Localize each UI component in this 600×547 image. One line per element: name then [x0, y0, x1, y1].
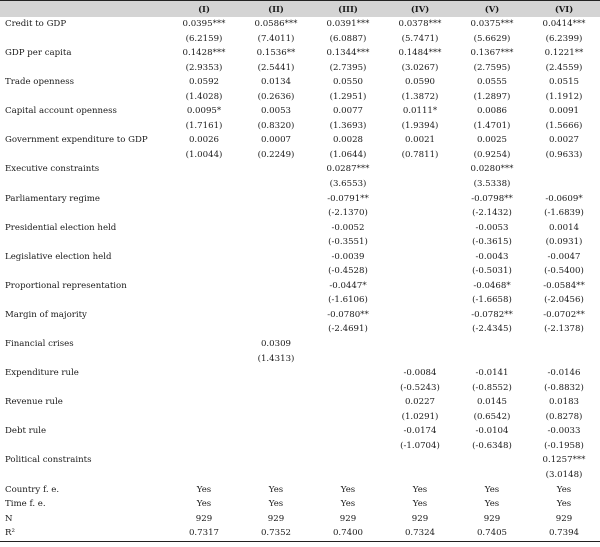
table-cell: (-2.1370) — [328, 208, 368, 219]
table-cell — [240, 250, 312, 265]
table-cell: (3.0148) — [545, 469, 583, 480]
table-cell — [168, 468, 240, 483]
table-cell: 0.0555 — [476, 77, 508, 88]
table-cell — [240, 235, 312, 250]
row-label — [0, 148, 168, 163]
table-cell: -0.0146 — [547, 368, 581, 379]
table-cell: -0.0047 — [547, 251, 581, 262]
table-cell — [168, 337, 240, 352]
table-row — [0, 46, 600, 61]
table-cell: -0.0084 — [403, 368, 437, 379]
table-cell — [384, 221, 456, 236]
row-label — [0, 61, 168, 76]
table-row — [0, 148, 600, 163]
table-cell: -0.0782** — [471, 309, 513, 320]
table-cell — [168, 250, 240, 265]
table-cell: (-2.4691) — [328, 324, 368, 335]
table-cell: 0.0375*** — [470, 19, 514, 29]
table-cell — [168, 453, 240, 468]
table-row — [0, 206, 600, 221]
table-cell: (0.8320) — [257, 120, 295, 131]
table-row — [0, 264, 600, 279]
table-cell — [384, 162, 456, 177]
table-row — [0, 133, 600, 148]
table-cell — [168, 439, 240, 454]
table-cell — [384, 264, 456, 279]
table-cell: 0.1428*** — [182, 48, 226, 59]
table-cell: (2.7395) — [329, 62, 367, 73]
table-row — [0, 279, 600, 294]
table-cell: 0.0586*** — [254, 19, 298, 29]
row-label: Debt rule — [5, 426, 47, 437]
column-header-1: (I) — [168, 1, 240, 18]
table-header-row — [0, 1, 600, 18]
table-cell: (1.3693) — [329, 120, 367, 131]
table-row — [0, 410, 600, 425]
table-row — [0, 395, 600, 410]
table-cell — [312, 381, 384, 396]
table-row — [0, 221, 600, 236]
row-label: Revenue rule — [5, 397, 63, 408]
table-cell: 0.1484*** — [398, 48, 442, 59]
table-cell — [240, 410, 312, 425]
table-cell — [168, 395, 240, 410]
table-cell: 0.0086 — [476, 106, 508, 117]
row-label: N — [5, 513, 13, 524]
table-cell — [240, 366, 312, 381]
table-cell — [384, 352, 456, 367]
header-blank-cell — [0, 1, 168, 18]
table-cell: 0.0134 — [260, 77, 292, 88]
table-cell: 0.0007 — [260, 135, 292, 146]
table-cell: 0.7324 — [384, 526, 456, 541]
row-label: Trade openness — [5, 77, 75, 88]
table-cell: (2.5441) — [257, 62, 295, 73]
table-cell: 0.0014 — [548, 222, 580, 233]
table-cell — [240, 221, 312, 236]
table-cell: (1.0044) — [185, 149, 223, 160]
table-cell: Yes — [556, 484, 572, 495]
table-cell: Yes — [196, 484, 212, 495]
row-label — [0, 410, 168, 425]
table-cell: (-0.3615) — [472, 237, 512, 248]
table-cell — [312, 352, 384, 367]
row-label — [0, 32, 168, 47]
table-cell: -0.0052 — [331, 222, 365, 233]
table-cell: -0.0141 — [475, 368, 509, 379]
table-row — [0, 468, 600, 483]
table-cell — [240, 439, 312, 454]
table-cell — [312, 410, 384, 425]
table-cell: (3.5338) — [473, 179, 511, 190]
table-cell: (-2.1432) — [472, 208, 512, 219]
table-cell — [168, 177, 240, 192]
table-cell: (-0.6348) — [472, 440, 512, 451]
table-cell: (1.9394) — [401, 120, 439, 131]
row-label: Time f. e. — [5, 499, 46, 510]
table-cell: Yes — [340, 484, 356, 495]
table-cell: (2.4559) — [545, 62, 583, 73]
table-cell: 929 — [411, 513, 429, 524]
row-label — [0, 90, 168, 105]
table-cell — [528, 352, 600, 367]
table-cell: 0.0590 — [404, 77, 436, 88]
row-label: Credit to GDP — [5, 19, 67, 29]
table-cell: 0.0021 — [404, 135, 436, 146]
table-cell: (3.6553) — [329, 179, 367, 190]
table-cell — [384, 235, 456, 250]
table-cell — [312, 395, 384, 410]
column-header-3: (III) — [312, 1, 384, 18]
table-cell: Yes — [412, 484, 428, 495]
table-cell: 0.0077 — [332, 106, 364, 117]
table-cell: (6.2159) — [185, 33, 223, 44]
table-row — [0, 337, 600, 352]
table-cell: (1.0291) — [401, 411, 439, 422]
table-cell — [168, 206, 240, 221]
table-cell: 0.0592 — [188, 77, 220, 88]
table-cell: Yes — [340, 499, 356, 510]
table-cell — [240, 279, 312, 294]
table-row — [0, 17, 600, 32]
table-cell: 929 — [267, 513, 285, 524]
table-cell: 929 — [339, 513, 357, 524]
table-cell: (6.2399) — [545, 33, 583, 44]
table-cell — [168, 279, 240, 294]
table-cell: 0.7400 — [312, 526, 384, 541]
table-row — [0, 293, 600, 308]
row-label — [0, 119, 168, 134]
table-cell: 929 — [483, 513, 501, 524]
table-cell: (1.4028) — [185, 91, 223, 102]
table-cell: 0.0091 — [548, 106, 580, 117]
row-label: Country f. e. — [5, 484, 60, 495]
table-cell — [240, 293, 312, 308]
table-row — [0, 104, 600, 119]
table-cell — [528, 177, 600, 192]
table-cell: 0.0027 — [548, 135, 580, 146]
table-cell: 0.0227 — [404, 397, 436, 408]
table-cell: -0.0043 — [475, 251, 509, 262]
table-row — [0, 439, 600, 454]
table-cell — [456, 352, 528, 367]
table-row — [0, 453, 600, 468]
table-row — [0, 162, 600, 177]
table-cell: 929 — [555, 513, 573, 524]
table-cell: Yes — [484, 499, 500, 510]
table-cell: 0.7405 — [456, 526, 528, 541]
table-cell: (5.6629) — [473, 33, 511, 44]
row-label — [0, 235, 168, 250]
table-cell: 0.0309 — [260, 339, 292, 350]
table-cell: (1.4313) — [257, 353, 295, 364]
table-cell — [168, 366, 240, 381]
table-cell — [168, 293, 240, 308]
table-cell: (1.2897) — [473, 91, 511, 102]
table-cell: Yes — [412, 499, 428, 510]
table-row — [0, 381, 600, 396]
table-cell: (0.2249) — [257, 149, 295, 160]
table-cell: 0.1257*** — [542, 455, 586, 466]
table-cell — [168, 221, 240, 236]
table-cell: (-2.0456) — [544, 295, 584, 306]
table-cell: Yes — [268, 499, 284, 510]
table-cell — [240, 308, 312, 323]
table-cell: (-0.5031) — [472, 266, 512, 277]
column-header-5: (V) — [456, 1, 528, 18]
table-row — [0, 250, 600, 265]
table-cell: -0.0174 — [403, 426, 437, 437]
table-cell — [384, 308, 456, 323]
table-cell — [384, 279, 456, 294]
table-cell: 0.0280*** — [470, 164, 514, 175]
table-cell: (1.2951) — [329, 91, 367, 102]
table-row — [0, 322, 600, 337]
table-cell — [312, 439, 384, 454]
table-cell: (-0.8832) — [544, 382, 584, 393]
table-cell: (-1.6106) — [328, 295, 368, 306]
table-cell: 0.7394 — [528, 526, 600, 541]
table-cell: 0.0026 — [188, 135, 220, 146]
table-cell — [240, 381, 312, 396]
table-row — [0, 352, 600, 367]
row-label — [0, 264, 168, 279]
table-cell: 0.0395*** — [182, 19, 226, 29]
row-label: Parliamentary regime — [5, 193, 100, 204]
row-label: Expenditure rule — [5, 368, 79, 379]
table-row — [0, 61, 600, 76]
table-cell: (-2.1378) — [544, 324, 584, 335]
row-label: Legislative election held — [5, 251, 112, 262]
table-cell: 0.1367*** — [470, 48, 514, 59]
table-cell: (0.9633) — [545, 149, 583, 160]
row-label: Government expenditure to GDP — [5, 135, 148, 146]
table-cell: -0.0702** — [543, 309, 585, 320]
row-label: Presidential election held — [5, 222, 117, 233]
table-cell: (6.0887) — [329, 33, 367, 44]
table-cell — [312, 337, 384, 352]
table-cell — [312, 366, 384, 381]
row-label — [0, 177, 168, 192]
row-label — [0, 322, 168, 337]
table-cell: 0.0550 — [332, 77, 364, 88]
row-label — [0, 206, 168, 221]
table-cell: Yes — [196, 499, 212, 510]
table-cell — [168, 410, 240, 425]
table-cell: (-0.3551) — [328, 237, 368, 248]
table-cell: (1.4701) — [473, 120, 511, 131]
table-cell — [240, 192, 312, 207]
table-cell: (2.7595) — [473, 62, 511, 73]
table-cell — [168, 352, 240, 367]
table-cell: 0.0378*** — [398, 19, 442, 29]
table-cell — [384, 177, 456, 192]
table-cell: -0.0053 — [475, 222, 509, 233]
table-cell: -0.0104 — [475, 426, 509, 437]
table-cell: (0.8278) — [545, 411, 583, 422]
table-cell — [168, 235, 240, 250]
table-cell — [384, 250, 456, 265]
table-cell: (7.4011) — [257, 33, 295, 44]
table-cell: 0.0028 — [332, 135, 364, 146]
row-label: R² — [0, 526, 168, 541]
table-cell — [168, 322, 240, 337]
table-row — [0, 119, 600, 134]
table-cell: (-2.4345) — [472, 324, 512, 335]
table-cell — [312, 468, 384, 483]
table-cell: -0.0798** — [471, 193, 513, 204]
table-row — [0, 235, 600, 250]
table-row — [0, 483, 600, 498]
table-cell — [240, 424, 312, 439]
table-cell: (0.6542) — [473, 411, 511, 422]
row-label: GDP per capita — [5, 48, 72, 59]
table-cell — [384, 337, 456, 352]
table-cell — [456, 337, 528, 352]
table-cell: (1.5666) — [545, 120, 583, 131]
row-label: Margin of majority — [5, 309, 87, 320]
table-cell: (5.7471) — [401, 33, 439, 44]
row-label — [0, 293, 168, 308]
table-cell: -0.0468* — [473, 280, 511, 291]
table-cell — [240, 395, 312, 410]
table-cell: 0.0053 — [260, 106, 292, 117]
column-header-4: (IV) — [384, 1, 456, 18]
table-cell: 0.7352 — [240, 526, 312, 541]
table-cell — [384, 322, 456, 337]
table-row — [0, 177, 600, 192]
row-label: Financial crises — [5, 339, 74, 350]
table-cell — [312, 453, 384, 468]
table-cell — [168, 162, 240, 177]
column-header-2: (II) — [240, 1, 312, 18]
row-label: Capital account openness — [5, 106, 117, 117]
table-cell — [384, 192, 456, 207]
table-row — [0, 75, 600, 90]
table-cell — [528, 337, 600, 352]
table-body — [0, 17, 600, 541]
table-cell — [384, 206, 456, 221]
table-cell — [456, 468, 528, 483]
row-label — [0, 352, 168, 367]
table-cell: 0.0391*** — [326, 19, 370, 29]
table-cell — [168, 424, 240, 439]
table-cell: -0.0780** — [327, 309, 369, 320]
table-cell: 0.1344*** — [326, 48, 370, 59]
table-cell: -0.0584** — [543, 280, 585, 291]
table-cell: (1.3872) — [401, 91, 439, 102]
table-cell — [240, 206, 312, 221]
table-cell: 0.1536** — [256, 48, 296, 59]
table-cell: -0.0033 — [547, 426, 581, 437]
table-cell — [528, 162, 600, 177]
column-header-6: (VI) — [528, 1, 600, 18]
table-cell — [384, 468, 456, 483]
table-row — [0, 90, 600, 105]
table-cell: 0.7317 — [168, 526, 240, 541]
row-label: Political constraints — [5, 455, 92, 466]
table-cell: 0.0183 — [548, 397, 580, 408]
table-cell — [240, 162, 312, 177]
table-cell — [240, 264, 312, 279]
row-label — [0, 468, 168, 483]
table-cell — [240, 468, 312, 483]
table-row — [0, 424, 600, 439]
table-cell: (3.0267) — [401, 62, 439, 73]
table-cell — [384, 453, 456, 468]
table-cell: 929 — [195, 513, 213, 524]
table-cell — [240, 322, 312, 337]
table-cell: 0.0414*** — [542, 19, 586, 29]
table-cell: (-0.8552) — [472, 382, 512, 393]
table-cell: Yes — [556, 499, 572, 510]
table-cell: (-0.5400) — [544, 266, 584, 277]
table-cell: (-1.0704) — [400, 440, 440, 451]
table-cell: 0.0287*** — [326, 164, 370, 175]
table-cell: (-0.5243) — [400, 382, 440, 393]
table-cell — [240, 453, 312, 468]
table-cell: (-1.6658) — [472, 295, 512, 306]
table-cell: Yes — [484, 484, 500, 495]
table-row — [0, 32, 600, 47]
table-cell: (1.1912) — [545, 91, 583, 102]
table-row — [0, 366, 600, 381]
row-label — [0, 439, 168, 454]
table-cell: (-0.1958) — [544, 440, 584, 451]
table-cell: -0.0791** — [327, 193, 369, 204]
table-row — [0, 192, 600, 207]
table-row — [0, 512, 600, 527]
table-cell — [240, 177, 312, 192]
table-cell — [168, 381, 240, 396]
table-cell — [312, 424, 384, 439]
table-cell: (-0.4528) — [328, 266, 368, 277]
table-cell: (-1.6839) — [544, 208, 584, 219]
table-cell: -0.0609* — [545, 193, 583, 204]
table-cell: (1.0644) — [329, 149, 367, 160]
table-row — [0, 526, 600, 541]
table-cell: (1.7161) — [185, 120, 223, 131]
table-cell: (0.0931) — [545, 237, 583, 248]
table-cell: -0.0447* — [329, 280, 367, 291]
table-cell — [456, 453, 528, 468]
table-cell: (0.7811) — [401, 149, 439, 160]
table-row — [0, 497, 600, 512]
table-cell: 0.0111* — [402, 106, 438, 117]
row-label: Executive constraints — [5, 164, 100, 175]
table-cell: 0.0095* — [186, 106, 222, 117]
table-cell — [384, 293, 456, 308]
row-label: Proportional representation — [5, 280, 127, 291]
table-cell: (0.2636) — [257, 91, 295, 102]
table-cell: 0.1221** — [544, 48, 584, 59]
table-cell — [168, 264, 240, 279]
row-label — [0, 381, 168, 396]
table-cell — [168, 192, 240, 207]
table-cell: Yes — [268, 484, 284, 495]
table-cell: 0.0515 — [548, 77, 580, 88]
table-cell: -0.0039 — [331, 251, 365, 262]
table-cell: (2.9353) — [185, 62, 223, 73]
table-cell: 0.0145 — [476, 397, 508, 408]
table-cell — [168, 308, 240, 323]
table-row — [0, 308, 600, 323]
table-cell: (0.9254) — [473, 149, 511, 160]
table-cell: 0.0025 — [476, 135, 508, 146]
